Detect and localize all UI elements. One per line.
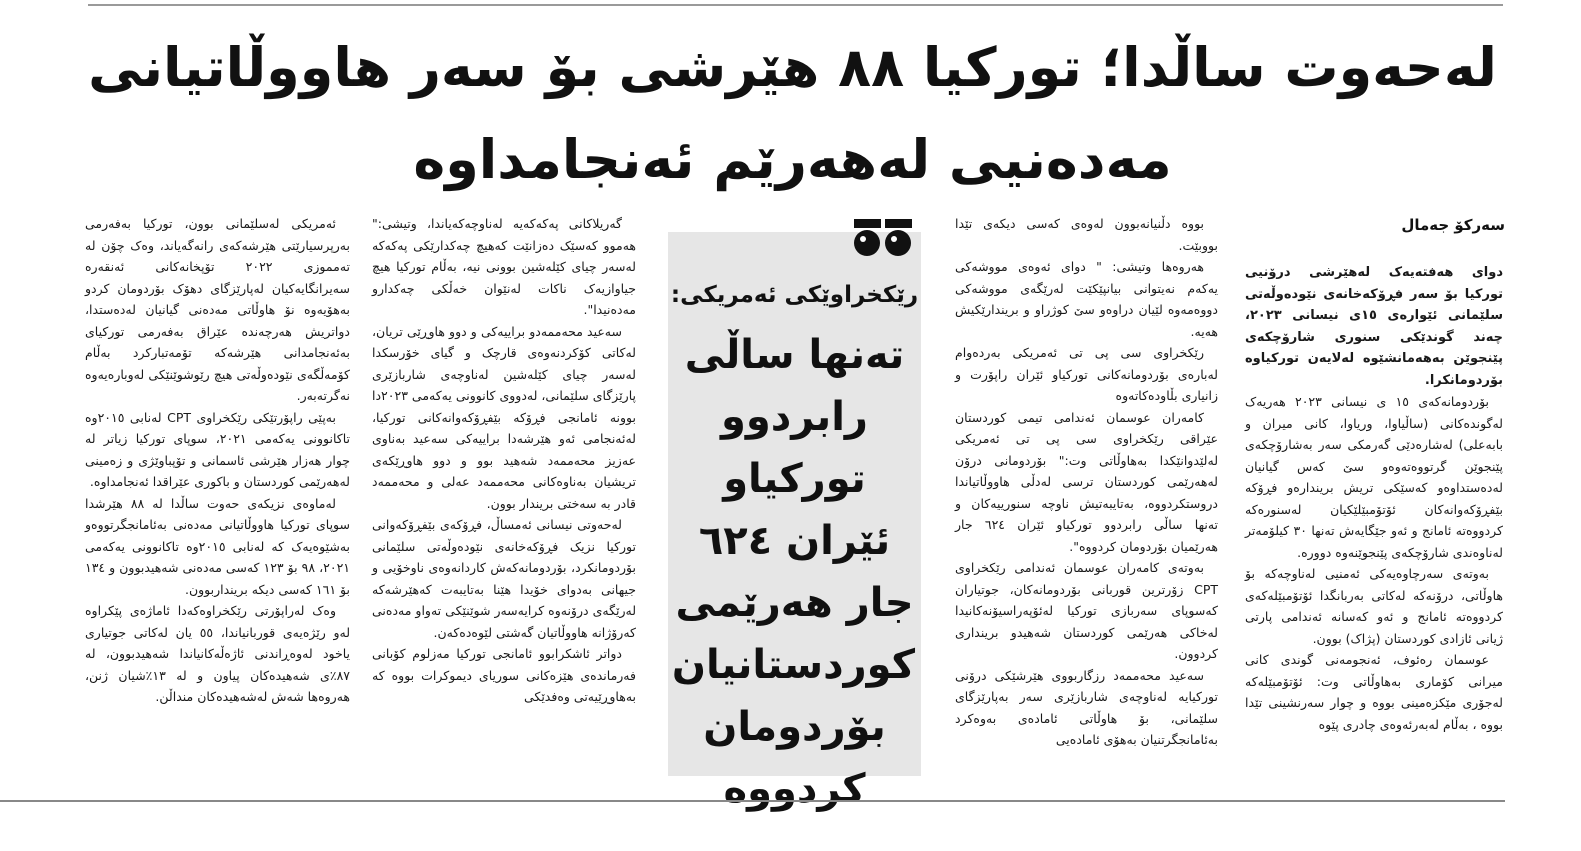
bottom-rule — [0, 800, 1505, 802]
paragraph: بووە دڵنیانەبوون لەوەی کەسی دیکەی تێدا بووبێت. — [955, 216, 1218, 253]
pull-quote-line: رابردوو تورکیاو — [721, 394, 868, 502]
byline: سەرکۆ جەمال — [1401, 216, 1505, 234]
pull-quote-line: کوردستانیان — [671, 642, 915, 688]
pull-quote-heading: رێکخراوێکی ئەمریکی: — [670, 282, 919, 308]
pull-quote-text — [671, 324, 915, 820]
paragraph: گەریلاکانی پەکەکەیە لەناوچەکەیاندا، وتیشی:" هەموو کەسێک دەزانێت کەهیچ چەکدارێکی پەکەکە لەسەر چیای کێلەشین بوونی نیە، بەڵام تورکیا هیچ جیاوازیەک ناکات لەنێوان خەڵکی چەکدارو مەدەنیدا". — [372, 216, 636, 317]
paragraph: لەحەوتی نیسانی ئەمساڵ، فڕۆکەی بێفڕۆکەوانی تورکیا نزیک فڕۆکەخانەی نێودەوڵەتی سلێمانی بۆردومانکرد، بۆردومانەکەش کاردانەوەی ناوخۆیی و جیهانی بەدوای خۆیدا هێنا بەتایبەت کەهێرشەکە لەرێگەی درۆنەوە کرایەسەر شوێنێکی تەواو مەدەنی کەرۆژانە هاووڵاتیان گەشتی لێوەدەکەن. — [372, 517, 636, 640]
paragraph: دواتر ئاشکرابوو ئامانجی تورکیا مەزلوم کۆبانی فەرماندەی هێزەکانی سوریای دیموکرات بووە کە بەهاوڕێیەتی وەفدێکی — [372, 646, 636, 704]
paragraph: لەماوەی نزیکەی حەوت ساڵدا لە ٨٨ هێرشدا سوپای تورکیا هاووڵاتیانی مەدەنی بەئامانجگرتووەو بەشێوەیەک کە لەنابی ٢٠١٥وە تاکانوونی یەکەمی ٢٠٢١، ٩٨ بۆ ١٢٣ کەسی مەدەنی شەهیدبوون و ١٣٤ بۆ ١٦١ کەسی دیکە برینداربوون. — [85, 495, 350, 597]
paragraph: ئەمریکی لەسلێمانی بوون، تورکیا بەفەرمی بەرپرسیارێتی هێرشەکەی رانەگەیاند، وەک چۆن لە تەمموزی ٢٠٢٢ تۆپخانەکانی ئەنقەرە سەیرانگایەکیان لەپارێزگای دهۆک بۆردومان کردو بەهۆیەوە نۆ هاوڵاتی مەدەنی گیانیان لەدەستدا، دواتریش هەرچەندە عێراق بەفەرمی تورکیای بەئەنجامدانی هێرشەکە تۆمەتبارکرد بەڵام کۆمەڵگەی نێودەوڵەتی هیچ رێوشوێنێکی لەوبارەیەوە نەگرتەبەر. — [85, 216, 350, 403]
quotation-mark-icon — [850, 215, 915, 259]
paragraph: بۆردومانەکەی ١٥ ی نیسانی ٢٠٢٣ هەریەک لەگوندەکانی (ساڵیاوا، وریاوا، کانی میران و بابەعلی) لەشارەدێی گەرمکی سەر بەشارۆچکەی پێنجوێن گرتووەتەوەو سێ کەس گیانیان لەدەستداوەو کەسێکی تریش بریندارەو فڕۆکە بێفڕۆکەوانەکان ئۆتۆمبێلێکیان لەسنورەکە کردووەتە ئامانج و ئەو جێگایەش تەنها ٣٠ کیلۆمەتر لەناوەندی شارۆچکەی پێنجوێنەوە دوورە. — [1245, 394, 1503, 560]
pull-quote-line: تەنها ساڵی — [684, 332, 905, 378]
article-column-4 — [85, 213, 350, 708]
article-column-2 — [955, 213, 1218, 751]
paragraph: سەعید محەممەدو براییەکی و دوو هاوڕێی تریان، لەکاتی کۆکردنەوەی قارچک و گیای خۆرسکدا لەسەر چیای کێلەشین لەناوچەی شاربازێری پارێزگای سلێمانی، لەدووی کانوونی یەکەمی ٢٠٢٣دا بوونە ئامانجی فڕۆکە بێفڕۆکەوانەکانی تورکیا، لەئەنجامی ئەو هێرشەدا براییەکی سەعید بەناوی عەزیز محەممەد شەهید بوو و دوو هاوڕێکەی تریشیان بەناوەکانی محەممەد عەلی و محەممەد قادر بە سەختی بریندار بوون. — [372, 323, 636, 511]
pull-quote-line: جار هەرێمی — [675, 580, 914, 626]
article-column-1 — [1245, 262, 1503, 735]
pull-quote-box — [668, 232, 921, 812]
pull-quote-line: ئێران ٦٢٤ — [698, 518, 891, 564]
paragraph: بەوتەی کامەران عوسمان ئەندامی رێکخراوی CPT زۆرترین قوربانی بۆردومانەکان، جوتیاران کەسوپای سەربازی تورکیا لەئۆپەراسیۆنەکانیدا لەخاکی هەرێمی کوردستان شەهیدو برینداری کردوون. — [955, 560, 1218, 661]
paragraph: سەعید محەممەد رزگاربووی هێرشێکی درۆنی تورکیایە لەناوچەی شاربازێری سەر بەپارێزگای سلێمانی، بۆ هاوڵاتی ئامادەی بەوەکرد بەئامانجگرتنیان بەهۆی ئامادەیی — [955, 667, 1218, 747]
paragraph: هەروەها وتیشی: " دوای ئەوەی مووشەکی یەکەم نەیتوانی بیانپێکێت لەرێگەی مووشەکی دووەمەوە لێیان دراوەو سێ کوژراو و بریندارێکیش هەیە. — [955, 259, 1218, 339]
paragraph: عوسمان رەئوف، ئەنجومەنی گوندی کانی میرانی کۆماری بەهاوڵاتی وت: ئۆتۆمبێلەکە لەجۆری مێکزەمینی بووە و چوار سەرنشینی تێدا بووە ، بەڵام لەبەرئەوەی چادری پێوە — [1245, 652, 1503, 732]
paragraph: رێکخراوی سی پی تی ئەمریکی بەردەوام لەبارەی بۆردومانەکانی تورکیاو ئێران راپۆرت و زانیاری بڵاودەکاتەوە — [955, 345, 1218, 403]
headline-line-1: لەحەوت ساڵدا؛ تورکیا ٨٨ هێرشی بۆ سەر هاووڵاتیانی — [88, 36, 1497, 99]
paragraph: بەوتەی سەرچاوەیەکی ئەمنیی لەناوچەکە بۆ هاوڵاتی، درۆنەکە لەکاتی بەربانگدا ئۆتۆمبێلەکەی کردووەتە ئامانج و ئەو کەسانە ئەندامی پارتی ژیانی ئازادی کوردستان (پژاک) بوون. — [1245, 566, 1503, 646]
lead-paragraph: دوای هەفتەیەک لەهێرشی درۆنیی تورکیا بۆ سەر فڕۆکەخانەی نێودەوڵەتی سلێمانی ئێوارەی ١٥ی نیسانی ٢٠٢٣، چەند گوندێکی سنوری شارۆچکەی پێنجوێن بەهەمانشێوە لەلایەن تورکیاوە بۆردومانکرا. — [1245, 265, 1503, 388]
paragraph: وەک لەراپۆرتی رێکخراوەکەدا ئاماژەی پێکراوە لەو رێژەیەی قوربانیاندا، ٥٥ یان لەکاتی جوتیاری یاخود لەوەڕاندنی ئاژەڵەکانیاندا شەهیدبوون، لە ٨٧٪ی شەهیدەکان پیاون و لە ١٣٪شیان ژنن، هەروەها شەش لەشەهیدەکان منداڵن. — [85, 603, 350, 704]
headline — [80, 22, 1505, 206]
paragraph: کامەران عوسمان ئەندامی تیمی کوردستان عێراقی رێکخراوی سی پی تی ئەمریکی لەلێدوانێکدا بەهاوڵاتی وت:" بۆردومانی درۆن لەهەرێمی کوردستان ترسی لەدڵی هاووڵاتیاندا دروستکردووە، بەتایبەتیش ناوچە سنورییەکان و تەنها ساڵی رابردوو تورکیاو ئێران ٦٢٤ جار هەرێمیان بۆردومان کردووە". — [955, 409, 1218, 554]
top-rule — [88, 4, 1503, 6]
paragraph: بەپێی راپۆرتێکی رێکخراوی CPT لەنابی ٢٠١٥وە تاکانوونی یەکەمی ٢٠٢١، سوپای تورکیا زیاتر لە چوار هەزار هێرشی ئاسمانی و تۆپباوێژی و زەمینی لەهەرێمی کوردستان و باکوری عێراقدا ئەنجامداوە. — [85, 409, 350, 489]
pull-quote-line: بۆردومان — [703, 704, 886, 750]
pull-quote-line: کردووە — [723, 766, 866, 812]
article-column-3 — [372, 213, 636, 708]
headline-line-2: مەدەنیی لەهەرێم ئەنجامداوە — [413, 128, 1172, 191]
